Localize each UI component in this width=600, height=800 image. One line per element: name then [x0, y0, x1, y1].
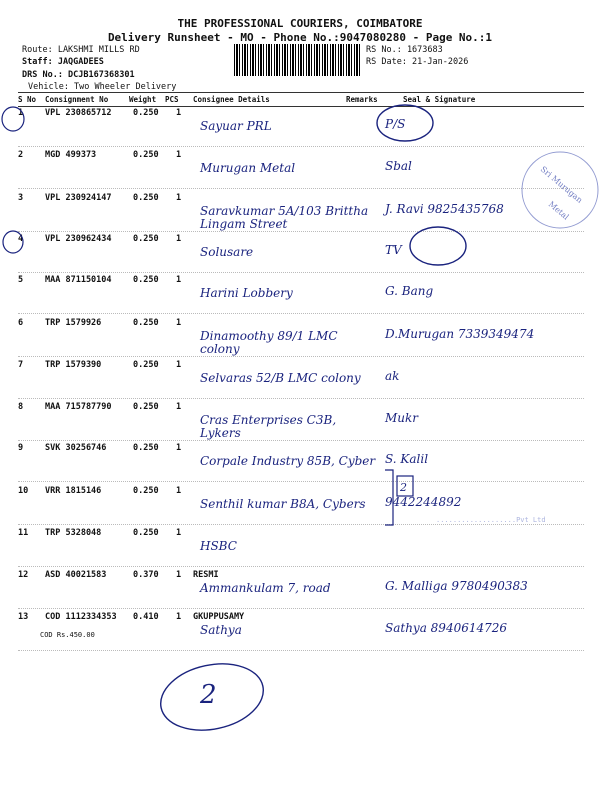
row-signature: S. Kalil — [385, 452, 429, 466]
row-consignee: GKUPPUSAMY — [193, 612, 245, 622]
row1-circle — [2, 107, 24, 131]
col-weight: Weight — [129, 95, 157, 104]
row-signature: Sathya 8940614726 — [385, 621, 508, 635]
row-signature: TV — [385, 243, 402, 257]
row-pcs: 1 — [176, 528, 182, 538]
row-pcs: 1 — [176, 402, 182, 412]
runsheet-title: Delivery Runsheet - MO - Phone No.:9047080280 - Page No.:1 — [107, 31, 493, 44]
row-weight: 0.250 — [133, 360, 159, 370]
row-weight: 0.370 — [133, 570, 159, 580]
row-pcs: 1 — [176, 150, 182, 160]
col-consignee: Consignee Details — [193, 95, 270, 104]
row-consignment-no: TRP 5328048 — [45, 528, 102, 538]
row-handwritten-address: Dinamoothy 89/1 LMC colony — [200, 329, 338, 356]
vehicle-label: Vehicle: Two Wheeler Delivery — [28, 82, 177, 92]
col-pcs: PCS — [165, 95, 179, 104]
row-pcs: 1 — [176, 234, 182, 244]
sign1-circle — [377, 105, 433, 141]
row-handwritten-address: Corpale Industry 85B, Cyber — [200, 454, 376, 468]
row-pcs: 1 — [176, 318, 182, 328]
row-handwritten-address: Cras Enterprises C3B, Lykers — [200, 413, 337, 440]
row-pcs: 1 — [176, 108, 182, 118]
stamp-text-2: Metal — [546, 199, 571, 222]
row-pcs: 1 — [176, 612, 182, 622]
row-consignment-no: MAA 715787790 — [45, 402, 112, 412]
company-title: THE PROFESSIONAL COURIERS, COIMBATORE — [177, 17, 423, 30]
row-handwritten-address: Harini Lobbery — [200, 286, 293, 300]
row-pcs: 1 — [176, 570, 182, 580]
row-weight: 0.250 — [133, 275, 159, 285]
row-handwritten-address: Senthil kumar B8A, Cybers — [200, 497, 366, 511]
row-weight: 0.250 — [133, 234, 159, 244]
col-consignment: Consignment No — [45, 95, 109, 104]
row-consignment-no: MAA 871150104 — [45, 275, 112, 285]
row-consignment-no: TRP 1579390 — [45, 360, 102, 370]
row-consignment-no: SVK 30256746 — [45, 443, 107, 453]
row-sno: 6 — [18, 318, 24, 328]
route-label: Route: LAKSHMI MILLS RD — [22, 45, 140, 55]
cod-amount: COD Rs.450.00 — [40, 631, 95, 639]
row-handwritten-address: Ammankulam 7, road — [200, 581, 331, 595]
faint-stamp: ...................Pvt Ltd — [436, 516, 546, 524]
row-signature: G. Malliga 9780490383 — [385, 579, 528, 593]
row-weight: 0.250 — [133, 486, 159, 496]
row-handwritten-address: Sathya — [200, 623, 242, 637]
row-sno: 1 — [18, 108, 24, 118]
row-weight: 0.250 — [133, 150, 159, 160]
row-consignment-no: TRP 1579926 — [45, 318, 102, 328]
row-consignment-no: VPL 230962434 — [45, 234, 112, 244]
row-sno: 12 — [18, 570, 29, 580]
row-consignment-no: MGD 499373 — [45, 150, 97, 160]
row-weight: 0.250 — [133, 193, 159, 203]
row-signature: Sbal — [385, 159, 412, 173]
row-handwritten-address: Murugan Metal — [200, 161, 296, 175]
row-sno: 7 — [18, 360, 24, 370]
row-sno: 3 — [18, 193, 24, 203]
row-pcs: 1 — [176, 486, 182, 496]
row-handwritten-address: Selvaras 52/B LMC colony — [200, 371, 361, 385]
row-signature: 9442244892 — [385, 495, 462, 509]
stamp-text-1: Sri Murugan — [538, 164, 585, 205]
row-pcs: 1 — [176, 193, 182, 203]
col-remarks: Remarks — [346, 95, 378, 104]
row-signature: G. Bang — [385, 284, 434, 298]
row-consignee: RESMI — [193, 570, 219, 580]
row-sno: 4 — [18, 234, 24, 244]
row-handwritten-address: Sayuar PRL — [200, 119, 272, 133]
row-consignment-no: COD 1112334353 — [45, 612, 117, 622]
row4-circle — [3, 231, 23, 253]
row-sno: 2 — [18, 150, 24, 160]
row-signature: Mukr — [385, 411, 419, 425]
row-pcs: 1 — [176, 443, 182, 453]
row-weight: 0.250 — [133, 443, 159, 453]
rs-number: RS No.: 1673683 — [366, 45, 443, 55]
row-weight: 0.250 — [133, 528, 159, 538]
drs-label: DRS No.: DCJB167368301 — [22, 70, 135, 80]
row-signature: ak — [385, 369, 400, 383]
row-sno: 8 — [18, 402, 24, 412]
row-sno: 5 — [18, 275, 24, 285]
row-handwritten-address: HSBC — [200, 539, 237, 553]
sign4-circle — [410, 227, 466, 265]
rs-date: RS Date: 21-Jan-2026 — [366, 57, 469, 67]
row-weight: 0.250 — [133, 108, 159, 118]
row-sno: 10 — [18, 486, 29, 496]
row-consignment-no: VPL 230865712 — [45, 108, 112, 118]
row-handwritten-address: Solusare — [200, 245, 254, 259]
staff-label: Staff: JAQGADEES — [22, 57, 104, 67]
row-consignment-no: VRR 1815146 — [45, 486, 102, 496]
row-signature: D.Murugan 7339349474 — [385, 327, 535, 341]
col-seal: Seal & Signature — [403, 95, 476, 104]
row-signature: P/S — [385, 117, 406, 131]
col-sno: S No — [18, 95, 37, 104]
row-signature: J. Ravi 9825435768 — [385, 202, 504, 216]
row-weight: 0.250 — [133, 402, 159, 412]
footer-number: 2 — [200, 680, 217, 710]
row-pcs: 1 — [176, 360, 182, 370]
row-consignment-no: VPL 230924147 — [45, 193, 112, 203]
bracket-box-number: 2 — [400, 481, 407, 494]
row-sno: 9 — [18, 443, 24, 453]
row-weight: 0.410 — [133, 612, 159, 622]
row-consignment-no: ASD 40021583 — [45, 570, 107, 580]
bracket-mark — [385, 470, 393, 525]
row-weight: 0.250 — [133, 318, 159, 328]
row-pcs: 1 — [176, 275, 182, 285]
row-handwritten-address: Saravkumar 5A/103 Brittha Lingam Street — [200, 204, 369, 231]
row-sno: 13 — [18, 612, 29, 622]
row-sno: 11 — [18, 528, 29, 538]
